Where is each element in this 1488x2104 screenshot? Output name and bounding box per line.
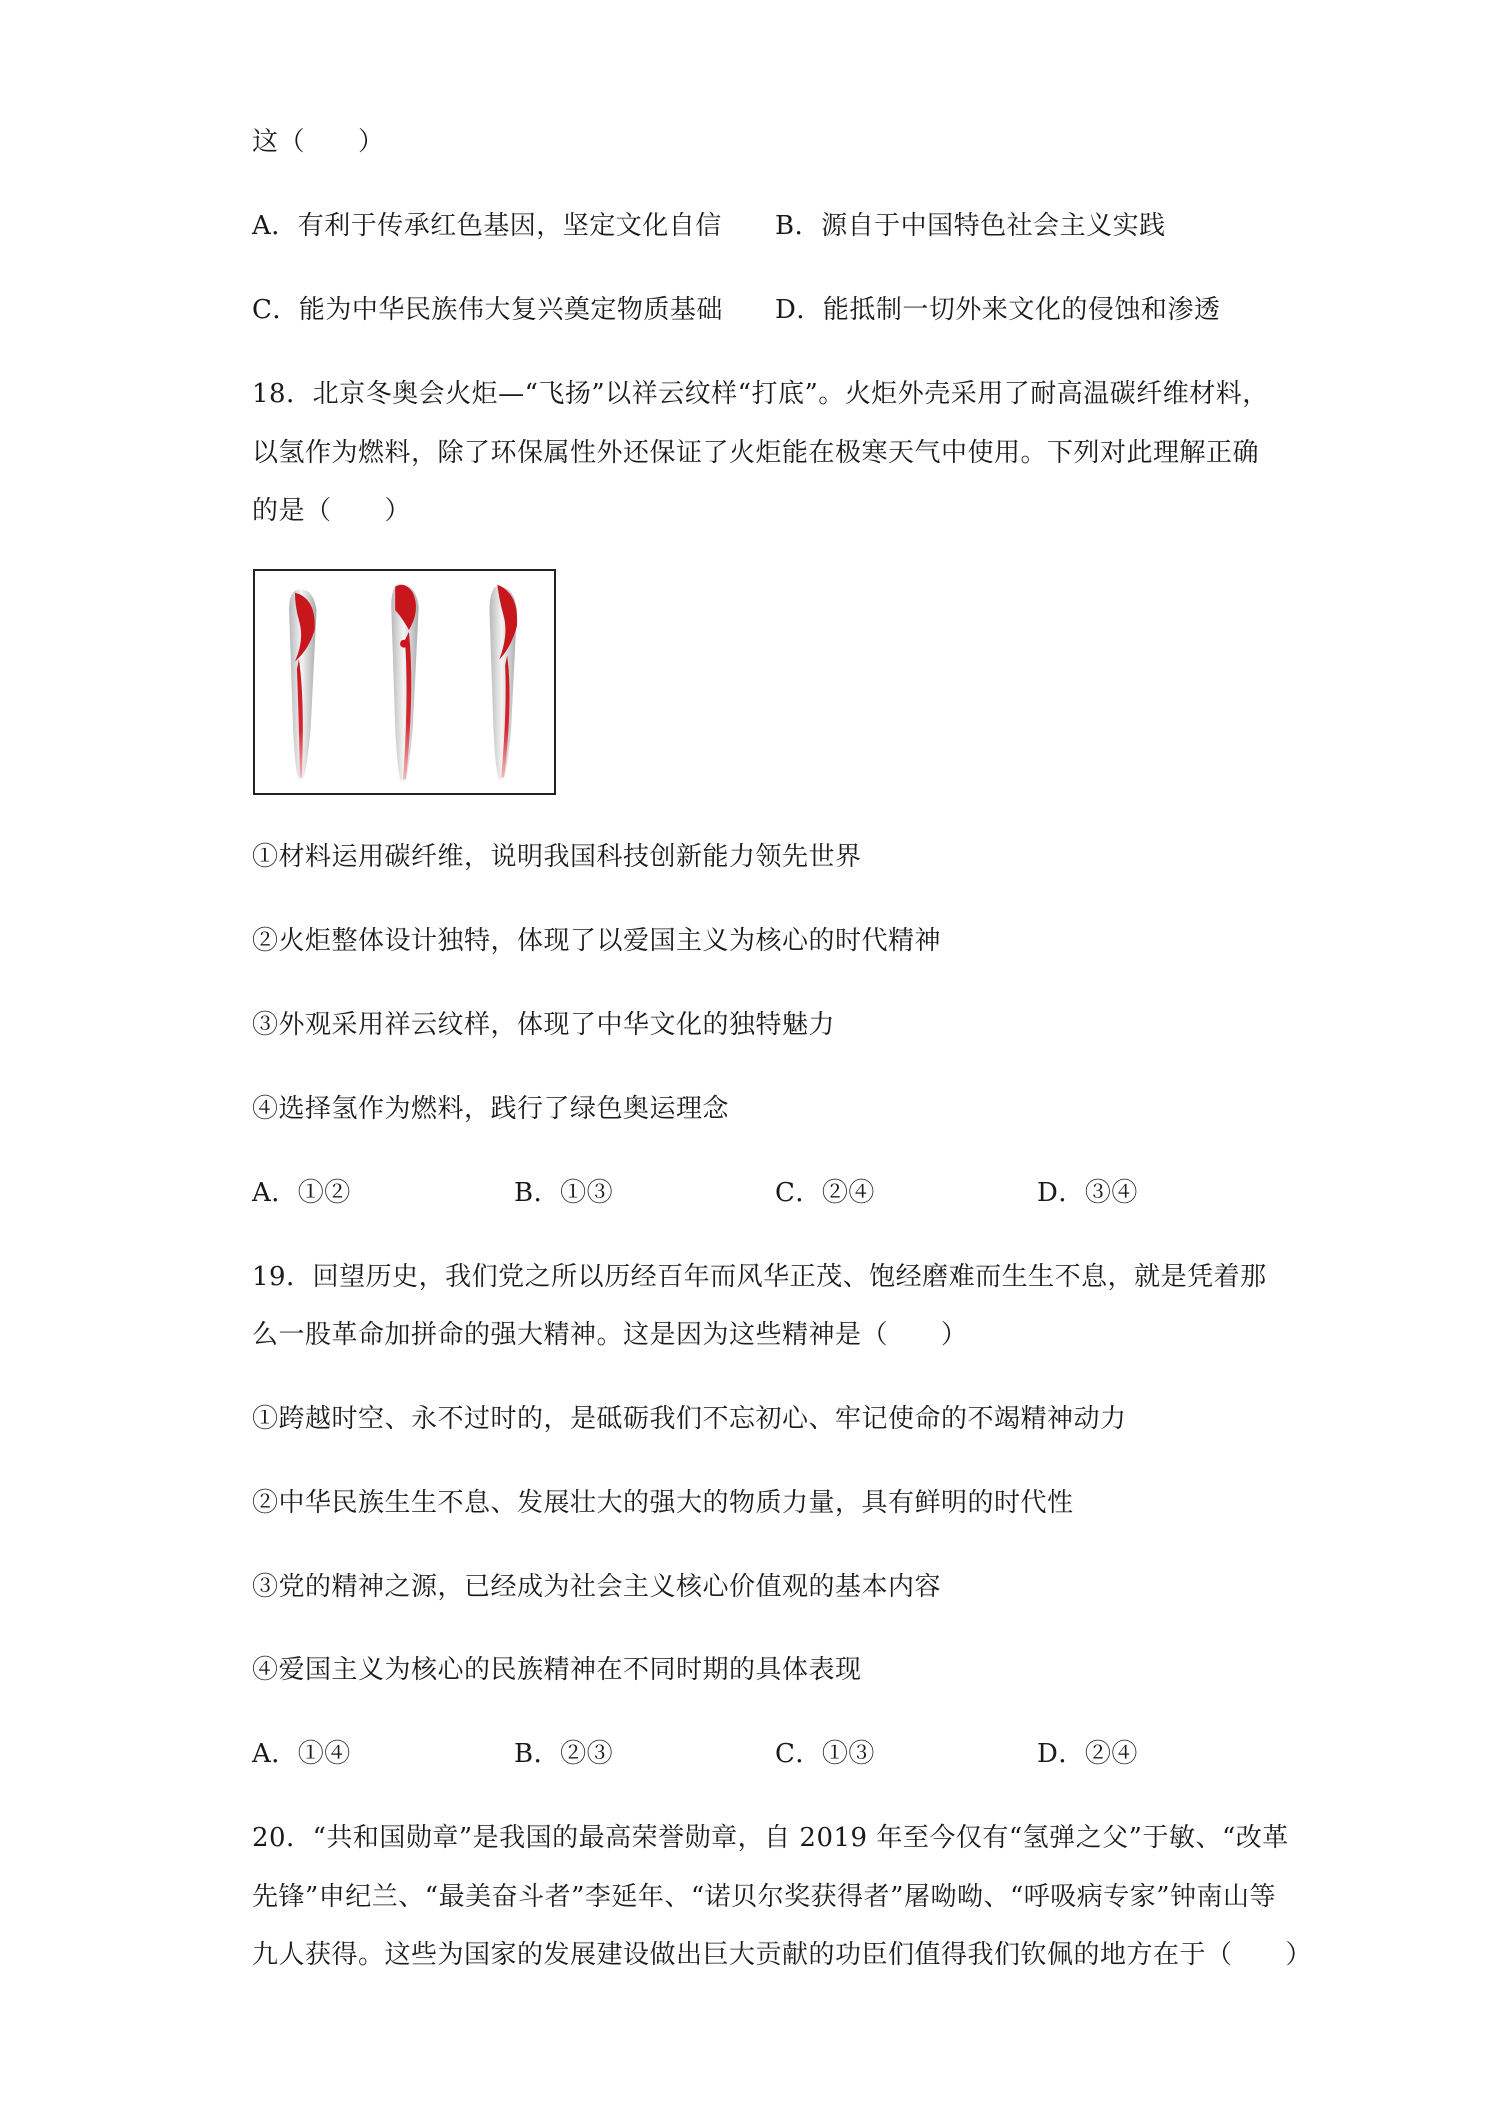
q17-option-b: B．源自于中国特色社会主义实践 [775, 211, 1166, 241]
q17-option-c: C．能为中华民族伟大复兴奠定物质基础 [252, 295, 723, 325]
torch-illustration [255, 571, 554, 793]
q17-option-a: A．有利于传承红色基因，坚定文化自信 [252, 211, 722, 241]
q19-option-d: D．②④ [1037, 1739, 1138, 1769]
q19-option-c: C．①③ [775, 1739, 875, 1769]
q20-stem-line-3: 九人获得。这些为国家的发展建设做出巨大贡献的功臣们值得我们钦佩的地方在于（ ） [252, 1940, 1313, 1970]
q18-statement-1: ①材料运用碳纤维，说明我国科技创新能力领先世界 [252, 842, 862, 872]
q20-stem-line-2: 先锋”申纪兰、“最美奋斗者”李延年、“诺贝尔奖获得者”屠呦呦、“呼吸病专家”钟南山等 [252, 1882, 1277, 1912]
q18-option-c: C．②④ [775, 1178, 875, 1208]
q19-statement-4: ④爱国主义为核心的民族精神在不同时期的具体表现 [252, 1655, 862, 1685]
q19-statement-1: ①跨越时空、永不过时的，是砥砺我们不忘初心、牢记使命的不竭精神动力 [252, 1404, 1127, 1434]
q19-stem-line-1: 19．回望历史，我们党之所以历经百年而风华正茂、饱经磨难而生生不息，就是凭着那 [252, 1262, 1267, 1292]
q19-statement-2: ②中华民族生生不息、发展壮大的强大的物质力量，具有鲜明的时代性 [252, 1488, 1074, 1518]
q18-statement-4: ④选择氢作为燃料，践行了绿色奥运理念 [252, 1094, 730, 1124]
torch-3 [489, 585, 517, 779]
torch-1 [289, 590, 317, 780]
q17-stem-tail: 这（ ） [252, 127, 385, 157]
q18-stem-line-3: 的是（ ） [252, 496, 412, 526]
q19-statement-3: ③党的精神之源，已经成为社会主义核心价值观的基本内容 [252, 1572, 942, 1602]
q18-option-d: D．③④ [1037, 1178, 1138, 1208]
q18-stem-line-1: 18．北京冬奥会火炬—“飞扬”以祥云纹样“打底”。火炬外壳采用了耐高温碳纤维材料， [252, 379, 1269, 409]
q20-stem-line-1: 20．“共和国勋章”是我国的最高荣誉勋章，自 2019 年至今仅有“氢弹之父”于敏、“改革 [252, 1823, 1289, 1853]
q18-stem-line-2: 以氢作为燃料，除了环保属性外还保证了火炬能在极寒天气中使用。下列对此理解正确 [252, 438, 1260, 468]
torch-2 [391, 584, 419, 781]
q17-option-d: D．能抵制一切外来文化的侵蚀和渗透 [775, 295, 1221, 325]
torch-image [253, 569, 556, 795]
q19-option-b: B．②③ [514, 1739, 614, 1769]
q19-option-a: A．①④ [252, 1739, 351, 1769]
q19-stem-line-2: 么一股革命加拼命的强大精神。这是因为这些精神是（ ） [252, 1320, 968, 1350]
q18-option-b: B．①③ [514, 1178, 614, 1208]
q18-statement-3: ③外观采用祥云纹样，体现了中华文化的独特魅力 [252, 1010, 836, 1040]
q18-statement-2: ②火炬整体设计独特，体现了以爱国主义为核心的时代精神 [252, 926, 942, 956]
q18-option-a: A．①② [252, 1178, 351, 1208]
